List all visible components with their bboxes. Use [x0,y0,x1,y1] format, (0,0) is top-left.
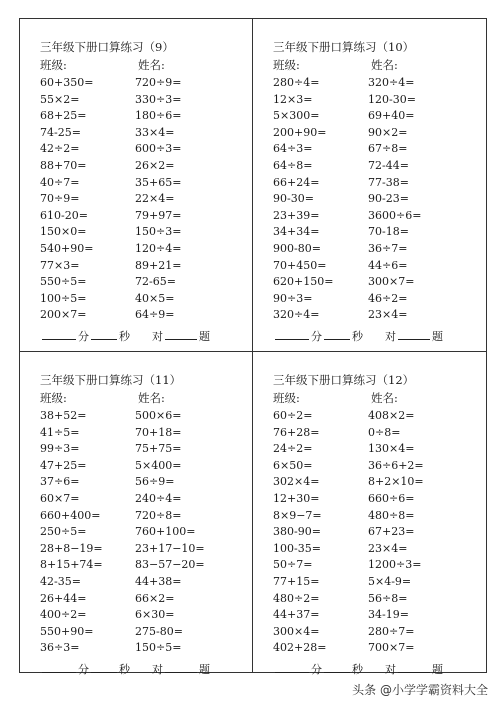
problem-left: 66+24= [273,175,320,189]
problem-right: 720÷9= [135,76,182,89]
problem-right: 408×2= [368,409,415,422]
score-line [40,661,210,677]
problem-right: 77-38= [368,175,409,189]
problem-left: 40÷7= [40,175,80,189]
minutes-label: 分 [78,663,89,676]
problem-right: 275-80= [135,624,183,638]
problem-row [40,574,245,591]
problem-right: 36÷6+2= [368,458,424,472]
correct-label: 对 [152,330,163,343]
problem-right: 5×400= [135,458,182,472]
problem-row [273,108,478,125]
problem-row [40,175,245,192]
seconds-blank[interactable] [324,328,350,340]
questions-label: 题 [199,663,210,676]
problem-right: 46÷2= [368,291,408,305]
problem-row [273,125,478,142]
problem-left: 302×4= [273,475,320,489]
problem-row [40,557,245,574]
problem-right: 67+23= [368,525,415,539]
practice-panel-12 [253,352,485,684]
problem-left: 100-35= [273,541,321,555]
problem-left: 28+8−19= [40,541,103,555]
problem-right: 760+100= [135,525,196,539]
problem-right: 23+17−10= [135,541,205,555]
problem-row [273,508,478,525]
seconds-label: 秒 [352,663,363,676]
problem-row [40,491,245,508]
problem-right: 23×4= [368,541,408,555]
problem-row [40,274,245,291]
problem-row [40,158,245,175]
problem-left: 12×3= [273,92,313,106]
problem-row [273,258,478,275]
problem-left: 300×4= [273,624,320,638]
problem-right: 500×6= [135,409,182,422]
problem-left: 610-20= [40,208,88,222]
problem-list [273,75,478,324]
problem-right: 83−57−20= [135,558,205,572]
problem-left: 64÷8= [273,158,313,172]
problem-row [273,408,478,425]
problem-row [40,524,245,541]
problem-row [40,441,245,458]
class-label: 班级: [40,58,67,72]
problem-row [273,191,478,208]
problem-left: 400÷2= [40,608,87,622]
problem-row [40,241,245,258]
problem-right: 44÷6= [368,258,408,272]
panel-title: 三年级下册口算练习（9） [40,40,174,54]
problem-row [40,141,245,158]
problem-right: 40×5= [135,291,175,305]
problem-row [273,208,478,225]
problem-row [40,508,245,525]
problem-left: 380-90= [273,525,321,539]
problem-right: 5×4-9= [368,574,412,588]
problem-right: 72-65= [135,275,176,289]
problem-left: 900-80= [273,241,321,255]
problem-right: 480÷8= [368,508,415,522]
problem-row [40,191,245,208]
watermark: 头条 @小学学霸资料大全 [352,683,488,697]
problem-right: 330÷3= [135,92,182,106]
problem-left: 540+90= [40,241,94,255]
problem-left: 550÷5= [40,275,87,289]
problem-right: 26×2= [135,158,175,172]
problem-left: 90-30= [273,192,314,206]
problem-row [40,224,245,241]
worksheet-sheet [19,18,487,676]
problem-right: 33×4= [135,125,175,139]
problem-left: 70+450= [273,258,327,272]
problem-right: 79+97= [135,208,182,222]
problem-right: 720÷8= [135,508,182,522]
problem-left: 660+400= [40,508,101,522]
problem-right: 22×4= [135,192,175,206]
problem-row [40,307,245,324]
score-line [40,328,210,344]
practice-panel-10 [253,19,485,351]
problem-row [273,307,478,324]
problem-left: 99÷3= [40,442,80,456]
problem-left: 6×50= [273,458,313,472]
problem-right: 150÷5= [135,641,182,655]
name-label: 姓名: [138,58,165,72]
minutes-label: 分 [311,663,322,676]
problem-row [273,274,478,291]
problem-right: 180÷6= [135,109,182,123]
problem-row [273,541,478,558]
problem-left: 60+350= [40,76,94,89]
problem-row [40,474,245,491]
problem-left: 150×0= [40,225,87,239]
problem-left: 200×7= [40,308,87,322]
problem-left: 74-25= [40,125,81,139]
problem-left: 5×300= [273,109,320,123]
problem-row [273,474,478,491]
problem-left: 50÷7= [273,558,313,572]
problem-left: 68+25= [40,109,87,123]
problem-left: 26+44= [40,591,87,605]
problem-row [40,607,245,624]
problem-row [40,125,245,142]
problem-row [40,291,245,308]
problem-right: 70+18= [135,425,182,439]
problem-left: 64÷3= [273,142,313,156]
problem-row [40,258,245,275]
problem-right: 3600÷6= [368,208,422,222]
problem-right: 280÷7= [368,624,415,638]
problem-list [273,408,478,657]
problem-right: 36÷7= [368,241,408,255]
problem-left: 77+15= [273,574,320,588]
correct-blank[interactable] [165,661,197,673]
problem-right: 72-44= [368,158,409,172]
problem-right: 300×7= [368,275,415,289]
problem-left: 480÷2= [273,591,320,605]
problem-row [40,425,245,442]
problem-left: 200+90= [273,125,327,139]
panel-title: 三年级下册口算练习（12） [273,373,415,387]
problem-row [273,524,478,541]
problem-row [40,541,245,558]
correct-blank[interactable] [398,661,430,673]
problem-left: 38+52= [40,409,87,422]
problem-row [273,175,478,192]
problem-right: 23×4= [368,308,408,322]
practice-panel-11 [20,352,252,684]
problem-left: 23+39= [273,208,320,222]
minutes-blank[interactable] [42,328,76,340]
problem-row [40,208,245,225]
seconds-label: 秒 [119,663,130,676]
problem-left: 90÷3= [273,291,313,305]
problem-left: 55×2= [40,92,80,106]
problem-row [40,624,245,641]
problem-left: 41÷5= [40,425,80,439]
problem-row [273,92,478,109]
problem-right: 0÷8= [368,425,401,439]
class-label: 班级: [273,58,300,72]
problem-list [40,75,245,324]
problem-left: 47+25= [40,458,87,472]
problem-row [273,224,478,241]
questions-label: 题 [432,330,443,343]
seconds-blank[interactable] [324,661,350,673]
problem-right: 660÷6= [368,491,415,505]
problem-right: 90×2= [368,125,408,139]
problem-right: 1200÷3= [368,558,422,572]
problem-right: 66×2= [135,591,175,605]
minutes-blank[interactable] [275,661,309,673]
problem-right: 240÷4= [135,491,182,505]
problem-right: 69+40= [368,109,415,123]
correct-label: 对 [152,663,163,676]
problem-left: 8×9−7= [273,508,322,522]
problem-right: 120÷4= [135,241,182,255]
problem-right: 8+2×10= [368,475,424,489]
problem-right: 35+65= [135,175,182,189]
problem-left: 8+15+74= [40,558,103,572]
problem-row [273,640,478,657]
problem-row [40,591,245,608]
score-line [273,661,443,677]
questions-label: 题 [199,330,210,343]
score-line [273,328,443,344]
problem-left: 77×3= [40,258,80,272]
name-label: 姓名: [371,58,398,72]
problem-right: 600÷3= [135,142,182,156]
problem-left: 280÷4= [273,76,320,89]
problem-right: 64÷9= [135,308,175,322]
problem-left: 37÷6= [40,475,80,489]
problem-right: 56÷9= [135,475,175,489]
problem-left: 550+90= [40,624,94,638]
problem-left: 620+150= [273,275,334,289]
seconds-label: 秒 [352,330,363,343]
problem-left: 60÷2= [273,409,313,422]
correct-blank[interactable] [398,328,430,340]
problem-right: 150÷3= [135,225,182,239]
problem-row [273,624,478,641]
problem-right: 130×4= [368,442,415,456]
problem-right: 6×30= [135,608,175,622]
problem-left: 42-35= [40,574,81,588]
problem-row [273,425,478,442]
problem-row [40,75,245,92]
problem-left: 36÷3= [40,641,80,655]
problem-right: 34-19= [368,608,409,622]
name-label: 姓名: [371,391,398,405]
problem-left: 42÷2= [40,142,80,156]
problem-row [273,158,478,175]
problem-left: 320÷4= [273,308,320,322]
problem-row [273,574,478,591]
problem-row [40,408,245,425]
correct-blank[interactable] [165,328,197,340]
problem-left: 402+28= [273,641,327,655]
problem-row [40,640,245,657]
name-label: 姓名: [138,391,165,405]
minutes-label: 分 [311,330,322,343]
questions-label: 题 [432,663,443,676]
correct-label: 对 [385,330,396,343]
class-label: 班级: [273,391,300,405]
problem-left: 76+28= [273,425,320,439]
seconds-label: 秒 [119,330,130,343]
problem-right: 320÷4= [368,76,415,89]
problem-row [273,557,478,574]
problem-right: 89+21= [135,258,182,272]
problem-row [273,141,478,158]
problem-row [273,491,478,508]
problem-right: 120-30= [368,92,416,106]
minutes-blank[interactable] [42,661,76,673]
problem-right: 700×7= [368,641,415,655]
seconds-blank[interactable] [91,661,117,673]
problem-left: 88+70= [40,158,87,172]
problem-list [40,408,245,657]
problem-row [40,108,245,125]
problem-right: 67÷8= [368,142,408,156]
problem-row [273,241,478,258]
problem-row [273,591,478,608]
problem-left: 70÷9= [40,192,80,206]
problem-row [40,92,245,109]
problem-left: 44+37= [273,608,320,622]
panel-title: 三年级下册口算练习（11） [40,373,182,387]
problem-left: 100÷5= [40,291,87,305]
problem-right: 44+38= [135,574,182,588]
problem-row [273,75,478,92]
problem-row [273,291,478,308]
problem-right: 90-23= [368,192,409,206]
problem-left: 60×7= [40,491,80,505]
problem-left: 250÷5= [40,525,87,539]
class-label: 班级: [40,391,67,405]
seconds-blank[interactable] [91,328,117,340]
problem-right: 70-18= [368,225,409,239]
minutes-blank[interactable] [275,328,309,340]
problem-left: 34+34= [273,225,320,239]
problem-row [273,607,478,624]
practice-panel-9 [20,19,252,351]
problem-right: 56÷8= [368,591,408,605]
correct-label: 对 [385,663,396,676]
minutes-label: 分 [78,330,89,343]
panel-title: 三年级下册口算练习（10） [273,40,415,54]
problem-right: 75+75= [135,442,182,456]
problem-row [273,458,478,475]
problem-left: 12+30= [273,491,320,505]
problem-row [40,458,245,475]
problem-row [273,441,478,458]
problem-left: 24÷2= [273,442,313,456]
